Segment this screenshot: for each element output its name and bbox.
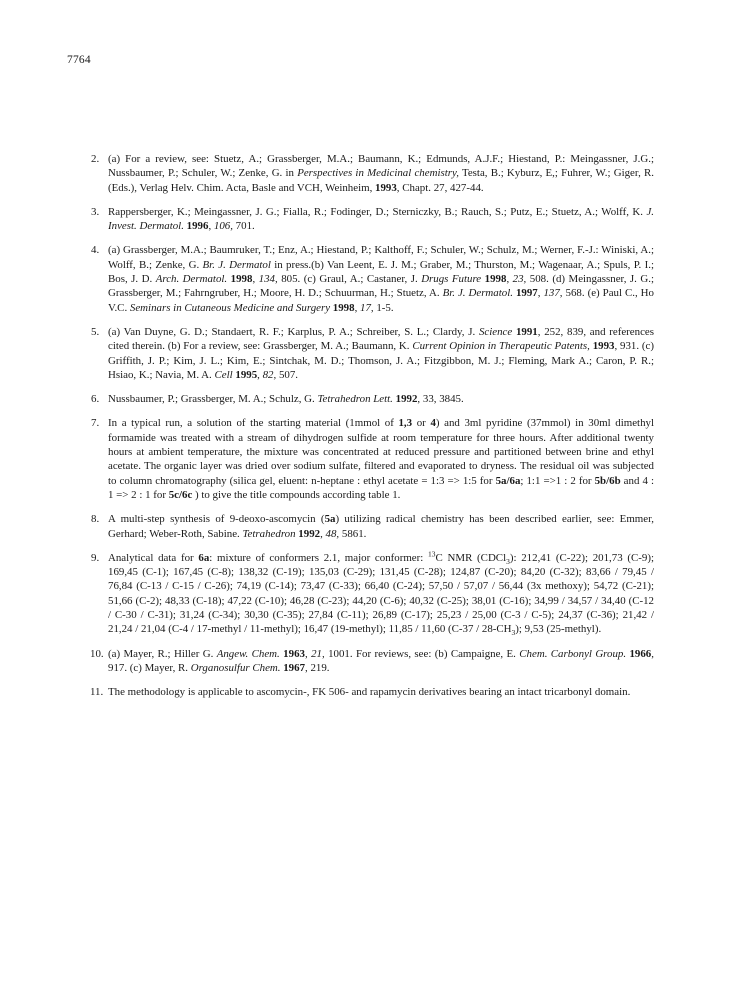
reference-number: 8.	[91, 513, 100, 526]
reference-segment: ,	[304, 647, 312, 660]
reference-segment: 1993	[375, 181, 397, 194]
reference-item	[91, 416, 654, 502]
reference-segment: ) and 3ml pyridine (37mmol) in 30ml dimethyl formamide was treated with a stream of dihydrogen sulfide at room temperature for three hours. After additional twenty hours at ambient temperature, the mixture was concentrated at reduced pressure and partitioned between brine and ethyl acetate. The organic layer was dried over sodium sulfate, filtered and evaporated to dryness. The residual oil was subjected to column chromatography (silica gel, eluent: n-heptane : ethyl acetate = 1:3 => 1:5 for	[108, 417, 654, 487]
reference-segment: 508. (d) Meingassner, J. G.; Grassberger, M.; Fahrngruber, H.; Moore, H. D.; Schuurman, H.; Stuetz, A.	[108, 273, 654, 300]
reference-text	[108, 549, 654, 638]
reference-segment: ,	[354, 301, 361, 314]
reference-number: 10.	[90, 647, 104, 660]
reference-segment: 1998	[484, 273, 507, 286]
reference-segment: The methodology is applicable to ascomycin-, FK 506- and rapamycin derivatives bearing an intact tricarbonyl domain.	[108, 686, 631, 699]
reference-item	[91, 512, 654, 541]
reference-segment: 1997	[515, 287, 538, 300]
reference-segment: 1963	[283, 647, 305, 660]
reference-segment: 1967	[283, 661, 306, 674]
reference-number: 3.	[91, 205, 100, 218]
reference-segment: Nussbaumer, P.; Grassberger, M. A.; Schulz, G.	[108, 393, 318, 406]
reference-segment: 1992	[395, 393, 418, 406]
reference-segment: 21,	[311, 647, 325, 660]
reference-segment: Testa, B.; Kyburz, E,; Fuhrer, W.; Giger, R. (Eds.), Verlag Helv. Chim. Acta, Basle and VCH, Weinheim,	[108, 167, 654, 194]
reference-segment: 23,	[512, 273, 527, 286]
reference-number: 11.	[90, 686, 104, 699]
reference-segment: 134,	[258, 273, 278, 286]
page-number: 7764	[67, 54, 91, 66]
reference-segment: ,	[257, 368, 263, 381]
reference-text	[108, 417, 654, 500]
reference-segment: Rappersberger, K.; Meingassner, J. G.; Fialla, R.; Fodinger, D.; Sterniczky, B.; Rauch, S.; Putz, E.; Stuetz, A.; Wolff, K.	[108, 205, 647, 218]
reference-item	[91, 243, 654, 314]
reference-segment: ) utilizing radical chemistry has been described earlier, see: Emmer, Gerhard; Weber-Roth, Sabine.	[108, 513, 655, 540]
reference-segment: 568. (e) Paul C., Ho V.C.	[108, 287, 654, 314]
reference-segment: 1966	[629, 647, 652, 660]
reference-segment: 137,	[543, 287, 563, 300]
reference-segment: , 931. (c) Griffith, J. P.; Kim, J. L.; Kim, E.; Sintchak, M. D.; Thomson, J. A.; Fitzgibbon, M. J.; Fleming, Mark A.; Caron, P. R.; Hsiao, K.; Navia, M. A.	[108, 340, 654, 381]
reference-number: 2.	[91, 153, 100, 165]
reference-item	[91, 647, 654, 676]
reference-segment: 13	[428, 549, 436, 559]
reference-item	[91, 152, 654, 195]
reference-text	[108, 206, 654, 232]
reference-segment: Drugs Future	[421, 273, 482, 286]
reference-segment: 507.	[276, 368, 299, 381]
reference-segment: 1,3	[398, 417, 413, 430]
reference-list	[91, 152, 654, 710]
reference-segment: Arch. Dermatol.	[155, 273, 228, 286]
reference-segment: Perspectives in Medicinal chemistry,	[297, 167, 459, 180]
reference-segment: In a typical run, a solution of the starting material (1mmol of	[108, 417, 399, 430]
reference-text	[108, 153, 654, 194]
reference-segment: Tetrahedron Lett.	[317, 393, 393, 406]
reference-segment: Science	[478, 325, 513, 338]
reference-segment: 1998	[332, 301, 355, 314]
reference-segment: and 4 : 1 => 2 : 1 for	[108, 474, 654, 501]
reference-segment: ); 9,53 (25-methyl).	[515, 623, 602, 636]
reference-segment: (a) For a review, see: Stuetz, A.; Grassberger, M.A.; Baumann, K.; Edmunds, A.J.F.; Hiestand, P.: Meingassner, J.G.; Nussbaumer, P.; Schuler, W.; Zenke, G. in	[108, 153, 654, 180]
reference-segment: 17,	[360, 301, 374, 314]
reference-segment: , 219.	[305, 661, 330, 674]
reference-segment: 805. (c) Graul, A.; Castaner, J.	[277, 273, 422, 286]
reference-segment: Organosulfur Chem.	[190, 661, 281, 674]
reference-segment: 1996	[186, 220, 209, 233]
reference-segment: (a) Van Duyne, G. D.; Standaert, R. F.; Karplus, P. A.; Schreiber, S. L.; Clardy, J.	[108, 325, 479, 338]
reference-text	[108, 686, 630, 698]
reference-segment: Chem. Carbonyl Group.	[519, 647, 627, 660]
reference-segment: : mixture of conformers 2.1, major conformer:	[209, 551, 429, 564]
reference-segment: ; 1:1 =>1 : 2 for	[520, 474, 595, 487]
reference-segment: ) to give the title compounds according table 1.	[192, 488, 401, 501]
reference-segment: , 252, 839, and references cited therein. (b) For a review, see: Grassberger, M. A.; Baumann, K.	[108, 325, 654, 353]
reference-segment: ,	[537, 287, 544, 300]
reference-segment: Tetrahedron	[242, 527, 296, 540]
reference-item	[91, 551, 654, 637]
reference-segment: 1001. For reviews, see: (b) Campaigne, E.	[324, 647, 520, 660]
reference-item	[91, 205, 654, 234]
reference-segment: 1995	[235, 368, 258, 381]
reference-item	[91, 325, 654, 382]
reference-segment: A multi-step synthesis of 9-deoxo-ascomycin (	[108, 513, 325, 526]
reference-segment: ,	[252, 273, 259, 286]
reference-number: 7.	[91, 417, 100, 430]
reference-segment: 82,	[262, 368, 277, 381]
reference-segment: 701.	[232, 220, 255, 233]
reference-segment: C NMR (CDCl	[435, 551, 507, 564]
reference-segment: 1991	[515, 325, 538, 338]
reference-segment: 1998	[230, 273, 253, 286]
reference-segment: , Chapt. 27, 427-44.	[396, 181, 484, 194]
reference-segment: or	[412, 417, 431, 430]
reference-segment: (a) Grassberger, M.A.; Baumruker, T.; Enz, A.; Hiestand, P.; Kalthoff, F.; Schuler, W.; Schulz, M.; Werner, F.-J.: Winiski, A.; Wolff, B.; Zenke, G.	[108, 244, 654, 271]
reference-segment: 5a	[324, 513, 336, 526]
reference-segment: Analytical data for	[108, 551, 199, 564]
reference-segment: J. Invest. Dermatol.	[108, 205, 654, 233]
reference-segment: Angew. Chem.	[216, 647, 280, 660]
reference-segment: Br. J. Dermatol	[202, 258, 271, 271]
reference-text	[108, 513, 654, 539]
reference-segment: Current Opinion in Therapeutic Patents,	[412, 340, 590, 353]
reference-segment: Br. J. Dermatol.	[442, 287, 513, 300]
reference-segment: 6a	[198, 551, 210, 564]
reference-segment: 4	[430, 417, 436, 430]
reference-segment: ,	[320, 527, 326, 540]
reference-number: 5.	[91, 325, 100, 338]
reference-segment: 5861.	[339, 527, 367, 540]
reference-item	[91, 685, 654, 699]
reference-segment: 5c/6c	[168, 488, 193, 501]
reference-item	[91, 392, 654, 406]
reference-text	[108, 244, 654, 313]
reference-segment: (a) Mayer, R.; Hiller G.	[108, 647, 217, 660]
reference-segment: ): 212,41 (C-22); 201,73 (C-9); 169,45 (C-1); 167,45 (C-8); 138,32 (C-19); 135,03 (C-29); 131,45 (C-28); 124,87 (C-20); 84,20 (C-32); 83,66 / 79,45 / 76,84 (C-13 / C-15 / C-26); 74,19 (C-14); 73,47 (C-33); 66,40 (C-24); 57,50 / 57,07 / 56,44 (3x methoxy); 54,72 (C-21); 51,66 (C-2); 48,33 (C-18); 47,22 (C-10); 46,28 (C-23); 44,20 (C-6); 40,32 (C-25); 38,01 (C-16); 34,99 / 34,57 / 34,40 (C-12 / C-30 / C-31); 31,24 (C-34); 30,30 (C-35); 27,84 (C-11); 26,89 (C-17); 25,23 / 25,00 (C-3 / C-5); 24,37 (C-36); 21,42 / 21,24 / 21,04 (C-4 / 17-methyl / 11-methyl); 16,47 (19-methyl); 11,85 / 11,60 (C-37 / 28-CH	[108, 551, 654, 636]
reference-segment: 5a/6a	[495, 474, 521, 487]
reference-text	[108, 326, 654, 381]
reference-number: 4.	[91, 244, 100, 257]
reference-segment: 1-5.	[373, 301, 394, 314]
reference-segment: Cell	[214, 368, 233, 381]
reference-segment: , 33, 3845.	[417, 393, 464, 406]
reference-number: 6.	[91, 393, 100, 406]
reference-segment: ,	[506, 273, 513, 286]
reference-segment: , 917. (c) Mayer, R.	[108, 647, 654, 674]
reference-segment: 3	[506, 557, 510, 566]
reference-number: 9.	[91, 551, 100, 564]
reference-segment: 5b/6b	[594, 474, 621, 487]
reference-segment: 1993	[592, 340, 615, 353]
reference-segment: Seminars in Cutaneous Medicine and Surgery	[129, 301, 331, 314]
reference-text	[108, 393, 464, 405]
reference-segment: 1992	[298, 527, 321, 540]
reference-segment: 106,	[213, 220, 233, 233]
reference-segment: 48,	[325, 527, 340, 540]
reference-text	[108, 648, 654, 674]
reference-segment: in press.(b) Van Leent, E. J. M.; Graber, M.; Thurston, M.; Wagenaar, A.; Spuls, P. I.; Bos, J. D.	[108, 258, 654, 286]
reference-segment: 3	[511, 628, 516, 638]
reference-segment: ,	[208, 220, 214, 233]
